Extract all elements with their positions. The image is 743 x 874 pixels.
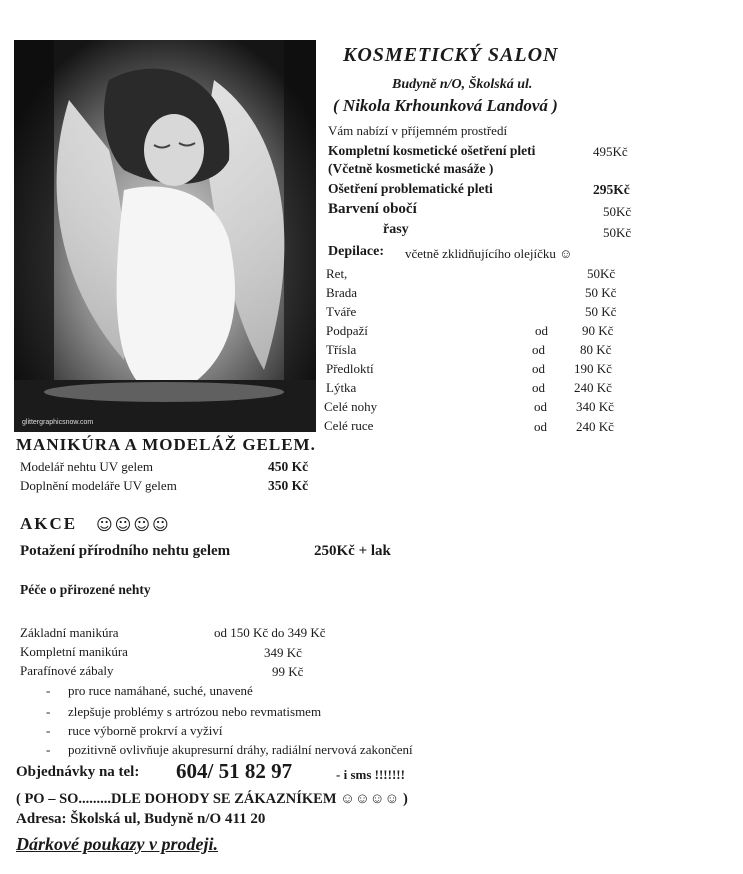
depilation-item-name: Celé nohy xyxy=(324,399,378,414)
depilation-item-from: od xyxy=(534,419,547,434)
benefit-bullet: - xyxy=(46,683,51,698)
depilation-item-price: 90 Kč xyxy=(582,323,614,338)
natural-item-name: Parafínové zábaly xyxy=(20,663,114,678)
manicure-item-name: Modelář nehtu UV gelem xyxy=(20,459,153,474)
depilation-item-name: Ret, xyxy=(326,266,348,281)
gift-vouchers: Dárkové poukazy v prodeji. xyxy=(16,834,218,854)
depilation-item-price: 80 Kč xyxy=(580,342,612,357)
natural-nails-heading: Péče o přirozené nehty xyxy=(20,582,151,597)
intro-text: Vám nabízí v příjemném prostředí xyxy=(328,123,508,138)
depilation-item-name: Předloktí xyxy=(326,361,374,376)
sms-note: - i sms !!!!!!! xyxy=(336,767,405,782)
complete-treatment-price: 495Kč xyxy=(593,144,628,159)
depilation-heading: Depilace: xyxy=(328,244,384,259)
promo-heading: AKCE xyxy=(20,514,78,533)
problem-skin-label: Ošetření problematické pleti xyxy=(328,181,493,196)
opening-hours: ( PO – SO.........DLE DOHODY SE ZÁKAZNÍKEM ☺☺☺☺ ) xyxy=(16,791,408,807)
depilation-item-name: Třísla xyxy=(326,342,357,357)
benefit-item: zlepšuje problémy s artrózou nebo revmatismem xyxy=(68,704,322,719)
benefit-item: pro ruce namáhané, suché, unavené xyxy=(68,683,253,698)
complete-treatment-label: Kompletní kosmetické ošetření pleti xyxy=(328,143,536,158)
lash-dye-label: řasy xyxy=(383,222,409,237)
phone-number: 604/ 51 82 97 xyxy=(176,759,293,783)
natural-item-name: Kompletní manikúra xyxy=(20,644,128,659)
salon-address: Budyně n/O, Školská ul. xyxy=(392,77,533,92)
salon-owner: ( Nikola Krhounková Landová ) xyxy=(333,96,558,115)
benefit-bullet: - xyxy=(46,704,51,719)
depilation-item-price: 50Kč xyxy=(587,266,616,281)
depilation-item-name: Podpaží xyxy=(326,323,368,338)
complete-treatment-note: (Včetně kosmetické masáže ) xyxy=(328,161,494,176)
depilation-item-price: 50 Kč xyxy=(585,304,617,319)
natural-item-price: od 150 Kč do 349 Kč xyxy=(214,625,326,640)
depilation-item-from: od xyxy=(532,380,545,395)
depilation-item-name: Brada xyxy=(326,285,358,300)
manicure-item-name: Doplnění modeláře UV gelem xyxy=(20,478,177,493)
benefit-item: ruce výborně prokrví a vyživí xyxy=(68,723,223,738)
promo-offer-price: 250Kč + lak xyxy=(314,543,391,559)
depilation-item-from: od xyxy=(535,323,548,338)
depilation-item-name: Tváře xyxy=(326,304,357,319)
orders-label: Objednávky na tel: xyxy=(16,764,140,780)
angel-illustration xyxy=(14,40,316,432)
footer-address: Adresa: Školská ul, Budyně n/O 411 20 xyxy=(16,811,266,827)
depilation-item-price: 190 Kč xyxy=(574,361,612,376)
benefit-bullet: - xyxy=(46,723,51,738)
promo-offer-label: Potažení přírodního nehtu gelem xyxy=(20,543,231,559)
salon-title: KOSMETICKÝ SALON xyxy=(343,44,559,66)
depilation-item-from: od xyxy=(534,399,547,414)
depilation-item-name: Celé ruce xyxy=(324,418,374,433)
depilation-item-price: 340 Kč xyxy=(576,399,614,414)
depilation-item-from: od xyxy=(532,361,545,376)
depilation-item-price: 240 Kč xyxy=(576,419,614,434)
manicure-item-price: 350 Kč xyxy=(268,478,309,493)
depilation-item-from: od xyxy=(532,342,545,357)
depilation-item-price: 240 Kč xyxy=(574,380,612,395)
depilation-note: včetně zklidňujícího olejíčku ☺ xyxy=(405,246,573,261)
problem-skin-price: 295Kč xyxy=(593,182,630,197)
manicure-heading: MANIKÚRA A MODELÁŽ GELEM. xyxy=(16,435,316,454)
benefit-bullet: - xyxy=(46,742,51,757)
angel-photo xyxy=(14,40,316,432)
natural-item-name: Základní manikúra xyxy=(20,625,119,640)
photo-watermark: glittergraphicsnow.com xyxy=(22,419,94,426)
lash-dye-price: 50Kč xyxy=(603,225,632,240)
natural-item-price: 349 Kč xyxy=(264,645,302,660)
brow-dye-price: 50Kč xyxy=(603,204,632,219)
depilation-item-name: Lýtka xyxy=(326,380,357,395)
brow-dye-label: Barvení obočí xyxy=(328,201,417,217)
benefit-item: pozitivně ovlivňuje akupresurní dráhy, radiální nervová zakončení xyxy=(68,742,413,757)
promo-smileys: ☺☺☺☺ xyxy=(96,515,171,534)
manicure-item-price: 450 Kč xyxy=(268,459,309,474)
depilation-item-price: 50 Kč xyxy=(585,285,617,300)
natural-item-price: 99 Kč xyxy=(272,664,304,679)
